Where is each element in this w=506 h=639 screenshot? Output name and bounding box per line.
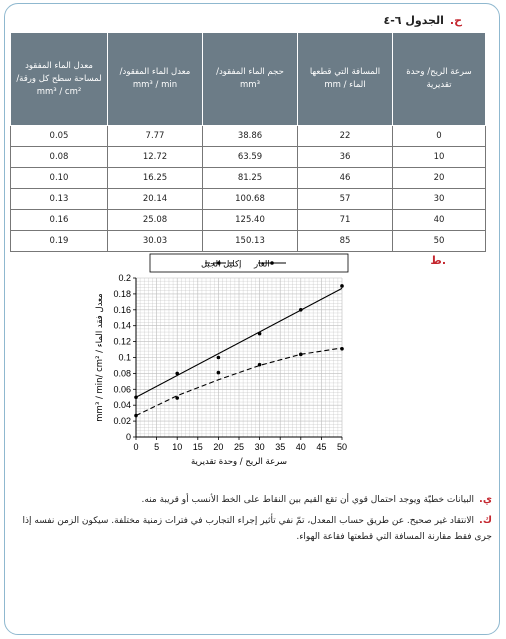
answer-k — [22, 513, 492, 545]
table-cell: 57 — [298, 189, 393, 210]
table-cell: 63.59 — [203, 147, 298, 168]
table-cell: 0.13 — [11, 189, 108, 210]
data-point-1 — [258, 363, 262, 367]
table-row — [11, 189, 486, 210]
y-tick-label: 0.14 — [113, 320, 131, 331]
table-cell: 0.05 — [11, 126, 108, 147]
table-cell: 16.25 — [108, 168, 203, 189]
chart-grid — [136, 278, 342, 437]
legend-label-rosemary: إكليل الجبل — [201, 259, 242, 270]
answer-y-text: البيانات خطيّة ويوجد احتمال قوي أن تقع القيم بين النقاط على الخط الأنسب أو قريبة منه. — [141, 495, 475, 505]
x-tick-label: 30 — [254, 442, 265, 452]
table-cell: 22 — [298, 126, 393, 147]
table-cell: 0.19 — [11, 231, 108, 252]
table-cell: 0.08 — [11, 147, 108, 168]
table-cell: 7.77 — [108, 126, 203, 147]
table-row — [11, 126, 486, 147]
chart-legend — [150, 254, 348, 272]
table-title: الجدول ٦-٤ — [383, 14, 444, 27]
header-rate-per-min: معدل الماء المفقود/ mm³ / min — [108, 33, 203, 126]
table-header-row — [11, 33, 486, 126]
table-cell: 46 — [298, 168, 393, 189]
data-point-0 — [340, 284, 344, 288]
table-cell: 38.86 — [203, 126, 298, 147]
data-point-0 — [175, 372, 179, 376]
table-section-letter: ح. — [449, 14, 462, 27]
legend-marker-solid — [270, 261, 274, 265]
legend-box — [150, 254, 348, 272]
table-cell: 30 — [393, 189, 486, 210]
x-tick-label: 35 — [275, 442, 286, 452]
header-distance: المسافة التي قطعها الماء / mm — [298, 33, 393, 126]
data-point-0 — [134, 395, 138, 399]
y-tick-label: 0.12 — [113, 336, 131, 347]
table-cell: 50 — [393, 231, 486, 252]
y-tick-label: 0.1 — [118, 352, 131, 363]
table-cell: 36 — [298, 147, 393, 168]
table-heading — [383, 14, 462, 27]
x-tick-label: 45 — [316, 442, 327, 452]
table-cell: 20.14 — [108, 189, 203, 210]
y-tick-label: 0.06 — [113, 384, 131, 395]
x-tick-label: 50 — [336, 442, 348, 452]
x-tick-label: 15 — [192, 442, 203, 452]
header-volume-lost: حجم الماء المفقود/ mm³ — [203, 33, 298, 126]
answer-k-letter: ك. — [479, 515, 492, 526]
y-tick-label: 0.08 — [113, 368, 131, 379]
x-tick-label: 20 — [213, 442, 224, 452]
data-point-1 — [299, 353, 303, 357]
y-axis-title: معدل فقد الماء / mm³ / min/ cm² — [95, 293, 105, 422]
x-axis-title: سرعة الريح / وحدة تقديرية — [191, 457, 287, 467]
answer-y-letter: ي. — [479, 494, 492, 505]
table-cell: 10 — [393, 147, 486, 168]
y-tick-label: 0.02 — [113, 416, 131, 427]
table-cell: 40 — [393, 210, 486, 231]
table-row — [11, 231, 486, 252]
table-row — [11, 168, 486, 189]
x-tick-label: 25 — [233, 442, 245, 452]
header-rate-per-area: معدل الماء المفقود لمساحة سطح كل ورقة/ mm³ / cm² — [11, 33, 108, 126]
data-point-1 — [217, 371, 221, 375]
data-point-1 — [340, 347, 344, 351]
table-cell: 25.08 — [108, 210, 203, 231]
table-cell: 71 — [298, 210, 393, 231]
line-chart — [88, 252, 368, 474]
table-cell: 0 — [393, 126, 486, 147]
x-tick-label: 5 — [154, 442, 160, 452]
data-point-1 — [175, 396, 179, 400]
header-wind-speed: سرعة الريح/ وحدة تقديرية — [393, 33, 486, 126]
table-row — [11, 210, 486, 231]
y-tick-label: 0.04 — [113, 400, 131, 411]
table-cell: 20 — [393, 168, 486, 189]
y-tick-label: 0 — [125, 432, 131, 442]
data-point-0 — [299, 308, 303, 312]
table-row — [11, 147, 486, 168]
y-tick-label: 0.2 — [118, 273, 131, 283]
data-table — [10, 32, 486, 252]
table-cell: 12.72 — [108, 147, 203, 168]
table-cell: 30.03 — [108, 231, 203, 252]
chart-section-letter: ط. — [430, 254, 446, 267]
table-cell: 125.40 — [203, 210, 298, 231]
table-cell: 0.16 — [11, 210, 108, 231]
x-tick-label: 10 — [172, 442, 183, 452]
x-tick-label: 40 — [295, 442, 306, 452]
data-point-0 — [258, 332, 262, 336]
table-cell: 100.68 — [203, 189, 298, 210]
answer-k-text: الانتقاد غير صحيح. عن طريق حساب المعدل، تمّ نفي تأثير إجراء التجارب في فترات زمنية مختلفة. سيكون الزمن نفسه إذا جرى فقط مقارنة المسافة التي قطعتها فقاعة الهواء. — [22, 516, 492, 542]
legend-label-laurel: الغار — [254, 259, 270, 270]
y-tick-label: 0.18 — [113, 288, 131, 299]
table-cell: 81.25 — [203, 168, 298, 189]
answer-y — [22, 492, 492, 508]
table-cell: 0.10 — [11, 168, 108, 189]
data-point-0 — [217, 356, 221, 360]
data-point-1 — [134, 414, 138, 418]
y-tick-label: 0.16 — [113, 304, 131, 315]
x-tick-label: 0 — [133, 442, 139, 452]
table-cell: 85 — [298, 231, 393, 252]
table-cell: 150.13 — [203, 231, 298, 252]
